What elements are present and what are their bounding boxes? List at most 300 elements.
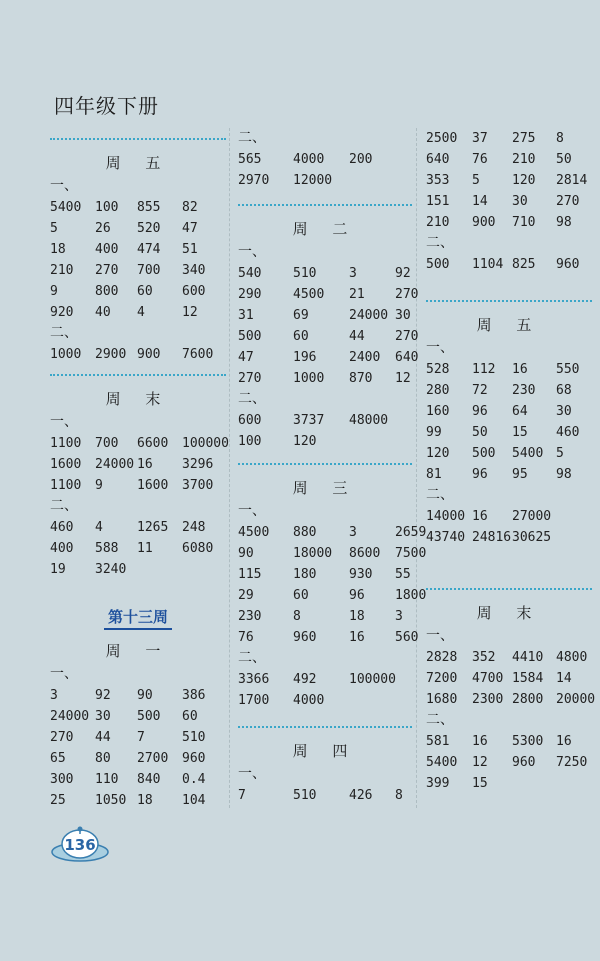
answer-row bbox=[238, 606, 412, 627]
answer-value: 37 bbox=[472, 131, 488, 146]
part-label: 二、 bbox=[426, 487, 454, 503]
answer-value: 90 bbox=[137, 688, 153, 703]
answer-value: 24000 bbox=[95, 457, 135, 472]
answer-row bbox=[238, 785, 412, 806]
answer-value: 340 bbox=[182, 263, 206, 278]
answer-value: 270 bbox=[95, 263, 119, 278]
answer-row bbox=[426, 527, 592, 548]
answer-row bbox=[50, 517, 226, 538]
answer-value: 44 bbox=[95, 730, 111, 745]
answer-row bbox=[50, 790, 226, 811]
answer-value: 5 bbox=[556, 446, 564, 461]
part-label: 二、 bbox=[50, 325, 78, 341]
answer-value: 1600 bbox=[50, 457, 82, 472]
answer-value: 95 bbox=[512, 467, 528, 482]
answer-section bbox=[426, 588, 596, 794]
answer-value: 275 bbox=[512, 131, 536, 146]
answer-value: 120 bbox=[512, 173, 536, 188]
answer-row bbox=[238, 368, 412, 389]
week-heading-text: 第十三周 bbox=[104, 606, 172, 630]
answer-value: 47 bbox=[182, 221, 198, 236]
answer-value bbox=[395, 669, 412, 690]
answer-value: 1600 bbox=[137, 478, 169, 493]
day-heading: 周 末 bbox=[476, 604, 542, 622]
answer-value: 2814 bbox=[556, 173, 588, 188]
answer-value: 1680 bbox=[426, 692, 458, 707]
part-label: 一、 bbox=[50, 414, 78, 430]
answer-value: 960 bbox=[293, 630, 317, 645]
answer-value bbox=[395, 170, 412, 191]
day-heading: 周 三 bbox=[292, 479, 358, 497]
answer-value: 400 bbox=[50, 541, 74, 556]
answer-value: 560 bbox=[395, 630, 419, 645]
answer-value: 2800 bbox=[512, 692, 544, 707]
answer-value: 7250 bbox=[556, 755, 588, 770]
answer-row bbox=[426, 191, 592, 212]
column-divider bbox=[416, 128, 417, 808]
answer-value: 270 bbox=[50, 730, 74, 745]
answer-value: 19 bbox=[50, 562, 66, 577]
answer-value: 520 bbox=[137, 221, 161, 236]
answer-row bbox=[426, 128, 592, 149]
answer-value: 25 bbox=[50, 793, 66, 808]
answer-value: 29 bbox=[238, 588, 254, 603]
answer-value: 4000 bbox=[293, 152, 325, 167]
answer-value: 2900 bbox=[95, 347, 127, 362]
answer-value: 3240 bbox=[95, 562, 127, 577]
answer-value: 5400 bbox=[50, 200, 82, 215]
answer-value: 7600 bbox=[182, 347, 214, 362]
part-label: 二、 bbox=[426, 712, 454, 728]
answer-value: 6080 bbox=[182, 541, 214, 556]
answer-value: 700 bbox=[95, 436, 119, 451]
answer-value: 870 bbox=[349, 371, 373, 386]
answer-value: 399 bbox=[426, 776, 450, 791]
answer-value: 2500 bbox=[426, 131, 458, 146]
answer-value: 800 bbox=[95, 284, 119, 299]
answer-value: 200 bbox=[349, 152, 373, 167]
answer-value: 48000 bbox=[349, 413, 389, 428]
answer-value: 710 bbox=[512, 215, 536, 230]
answer-value: 50 bbox=[556, 152, 572, 167]
answer-value: 460 bbox=[50, 520, 74, 535]
section-separator bbox=[238, 463, 412, 465]
answer-section bbox=[426, 128, 592, 275]
answer-value: 510 bbox=[182, 730, 206, 745]
answer-value: 528 bbox=[426, 362, 450, 377]
section-separator bbox=[426, 588, 592, 590]
answer-row bbox=[238, 431, 412, 452]
answer-value: 2828 bbox=[426, 650, 458, 665]
answer-section bbox=[238, 204, 419, 452]
answer-value: 5 bbox=[472, 173, 480, 188]
answer-row bbox=[426, 443, 592, 464]
part-label: 一、 bbox=[50, 666, 78, 682]
answer-value: 8 bbox=[556, 131, 564, 146]
answer-row bbox=[426, 149, 592, 170]
answer-value: 426 bbox=[349, 788, 373, 803]
answer-value: 12 bbox=[395, 371, 411, 386]
answer-value: 1100 bbox=[50, 478, 82, 493]
answer-row bbox=[238, 410, 412, 431]
answer-value: 9 bbox=[50, 284, 58, 299]
answer-value: 65 bbox=[50, 751, 66, 766]
answer-value: 4410 bbox=[512, 650, 544, 665]
answer-value: 96 bbox=[349, 588, 365, 603]
answer-value: 16 bbox=[472, 509, 488, 524]
answer-value: 210 bbox=[50, 263, 74, 278]
answer-row bbox=[426, 689, 596, 710]
answer-row bbox=[50, 685, 226, 706]
answer-section bbox=[238, 463, 427, 711]
answer-value bbox=[349, 170, 395, 191]
answer-value: 96 bbox=[472, 467, 488, 482]
answer-value: 581 bbox=[426, 734, 450, 749]
answer-value: 5400 bbox=[512, 446, 544, 461]
answer-value bbox=[182, 559, 226, 580]
answer-row bbox=[238, 149, 412, 170]
answer-value: 300 bbox=[50, 772, 74, 787]
answer-value: 180 bbox=[293, 567, 317, 582]
answer-value: 12 bbox=[472, 755, 488, 770]
answer-value: 16 bbox=[349, 630, 365, 645]
part-label: 二、 bbox=[426, 235, 454, 251]
answer-row bbox=[50, 748, 226, 769]
answer-value: 3 bbox=[349, 266, 357, 281]
answer-row bbox=[426, 170, 592, 191]
answer-row bbox=[426, 422, 592, 443]
answer-value: 1700 bbox=[238, 693, 270, 708]
answer-value bbox=[556, 527, 592, 548]
answer-value: 900 bbox=[137, 347, 161, 362]
answer-value: 5300 bbox=[512, 734, 544, 749]
answer-value bbox=[395, 431, 412, 452]
answer-value: 69 bbox=[293, 308, 309, 323]
answer-value: 160 bbox=[426, 404, 450, 419]
answer-value: 2300 bbox=[472, 692, 504, 707]
answer-value: 3366 bbox=[238, 672, 270, 687]
day-heading: 周 五 bbox=[476, 316, 542, 334]
answer-value: 8 bbox=[395, 788, 403, 803]
answer-row bbox=[238, 284, 419, 305]
answer-value: 31 bbox=[238, 308, 254, 323]
answer-value: 565 bbox=[238, 152, 262, 167]
answer-value: 51 bbox=[182, 242, 198, 257]
answer-row bbox=[426, 773, 592, 794]
answer-row bbox=[426, 647, 592, 668]
answer-value: 4500 bbox=[293, 287, 325, 302]
answer-value bbox=[395, 149, 412, 170]
answer-section bbox=[50, 606, 226, 811]
answer-value: 18 bbox=[349, 609, 365, 624]
answer-value: 44 bbox=[349, 329, 365, 344]
answer-value: 1000 bbox=[293, 371, 325, 386]
answer-value: 386 bbox=[182, 688, 206, 703]
answer-value bbox=[395, 690, 412, 711]
section-separator bbox=[238, 726, 412, 728]
answer-value: 64 bbox=[512, 404, 528, 419]
answer-value: 26 bbox=[95, 221, 111, 236]
answer-value: 96 bbox=[472, 404, 488, 419]
answer-row bbox=[50, 433, 229, 454]
answer-value: 7 bbox=[238, 788, 246, 803]
answer-row bbox=[238, 305, 412, 326]
answer-value: 460 bbox=[556, 425, 580, 440]
answer-value: 80 bbox=[95, 751, 111, 766]
answer-value: 474 bbox=[137, 242, 161, 257]
answer-row bbox=[426, 506, 592, 527]
answer-value: 90 bbox=[238, 546, 254, 561]
answer-value: 1100 bbox=[50, 436, 82, 451]
day-heading: 周 二 bbox=[292, 220, 358, 238]
answer-value: 98 bbox=[556, 467, 572, 482]
answer-row bbox=[50, 706, 226, 727]
answer-value: 2659 bbox=[395, 525, 427, 540]
answer-value: 4800 bbox=[556, 650, 588, 665]
answer-value: 270 bbox=[395, 329, 419, 344]
answer-row bbox=[50, 769, 226, 790]
answer-section bbox=[50, 138, 226, 365]
answer-value: 270 bbox=[238, 371, 262, 386]
answer-value: 76 bbox=[472, 152, 488, 167]
answer-column-2 bbox=[238, 0, 427, 900]
answer-value: 500 bbox=[472, 446, 496, 461]
answer-value: 2700 bbox=[137, 751, 169, 766]
page-number-badge bbox=[50, 826, 110, 866]
answer-value: 1800 bbox=[395, 588, 427, 603]
answer-value: 18 bbox=[50, 242, 66, 257]
answer-value: 40 bbox=[95, 305, 111, 320]
answer-value: 24816 bbox=[472, 530, 512, 545]
answer-value: 112 bbox=[472, 362, 496, 377]
answer-value: 550 bbox=[556, 362, 580, 377]
answer-value: 2970 bbox=[238, 173, 270, 188]
page-title: 四年级下册 bbox=[54, 94, 159, 118]
answer-value: 230 bbox=[238, 609, 262, 624]
answer-row bbox=[238, 690, 412, 711]
answer-value: 5400 bbox=[426, 755, 458, 770]
answer-value: 8600 bbox=[349, 546, 381, 561]
answer-value: 30 bbox=[556, 404, 572, 419]
part-label: 二、 bbox=[238, 650, 266, 666]
answer-row bbox=[426, 401, 592, 422]
answer-value: 115 bbox=[238, 567, 262, 582]
answer-row bbox=[238, 347, 419, 368]
answer-value: 151 bbox=[426, 194, 450, 209]
answer-value: 5 bbox=[50, 221, 58, 236]
part-label: 二、 bbox=[238, 391, 266, 407]
part-label: 一、 bbox=[426, 628, 454, 644]
page-number: 136 bbox=[64, 836, 96, 854]
section-separator bbox=[50, 138, 226, 140]
answer-value: 92 bbox=[395, 266, 411, 281]
answer-value: 2400 bbox=[349, 350, 381, 365]
answer-row bbox=[238, 170, 412, 191]
answer-value: 15 bbox=[472, 776, 488, 791]
answer-value: 540 bbox=[238, 266, 262, 281]
answer-row bbox=[238, 522, 427, 543]
answer-value: 353 bbox=[426, 173, 450, 188]
answer-value: 4500 bbox=[238, 525, 270, 540]
section-separator bbox=[426, 300, 592, 302]
answer-row bbox=[50, 727, 226, 748]
answer-value: 100000 bbox=[349, 672, 396, 687]
answer-value: 492 bbox=[293, 672, 317, 687]
answer-value: 500 bbox=[426, 257, 450, 272]
answer-value: 588 bbox=[95, 541, 119, 556]
answer-value: 290 bbox=[238, 287, 262, 302]
answer-value: 230 bbox=[512, 383, 536, 398]
answer-value: 120 bbox=[426, 446, 450, 461]
answer-value: 1050 bbox=[95, 793, 127, 808]
answer-row bbox=[238, 543, 427, 564]
answer-value: 15 bbox=[512, 425, 528, 440]
answer-value: 81 bbox=[426, 467, 442, 482]
answer-row bbox=[426, 380, 592, 401]
answer-value: 55 bbox=[395, 567, 411, 582]
answer-section bbox=[238, 726, 412, 806]
answer-value bbox=[556, 773, 592, 794]
answer-column-3 bbox=[426, 0, 596, 900]
answer-value: 210 bbox=[512, 152, 536, 167]
answer-value: 16 bbox=[137, 457, 153, 472]
answer-value: 960 bbox=[556, 257, 580, 272]
answer-value: 47 bbox=[238, 350, 254, 365]
answer-value: 11 bbox=[137, 541, 153, 556]
week-heading bbox=[50, 606, 226, 630]
part-label: 二、 bbox=[50, 498, 78, 514]
answer-value: 9 bbox=[95, 478, 103, 493]
answer-value: 3 bbox=[395, 609, 403, 624]
answer-value: 7 bbox=[137, 730, 145, 745]
answer-value: 92 bbox=[95, 688, 111, 703]
answer-value: 27000 bbox=[512, 509, 552, 524]
answer-value: 16 bbox=[512, 362, 528, 377]
answer-row bbox=[238, 326, 419, 347]
answer-row bbox=[50, 302, 226, 323]
answer-value: 7200 bbox=[426, 671, 458, 686]
answer-value: 960 bbox=[182, 751, 206, 766]
part-label: 一、 bbox=[238, 766, 266, 782]
answer-row bbox=[50, 218, 226, 239]
answer-row bbox=[426, 359, 592, 380]
answer-row bbox=[238, 627, 419, 648]
answer-value: 30625 bbox=[512, 530, 552, 545]
answer-value: 18000 bbox=[293, 546, 333, 561]
part-label: 一、 bbox=[50, 178, 78, 194]
answer-value bbox=[137, 559, 182, 580]
answer-value: 1104 bbox=[472, 257, 504, 272]
answer-row bbox=[426, 212, 592, 233]
answer-value: 14000 bbox=[426, 509, 466, 524]
answer-row bbox=[238, 669, 412, 690]
answer-value: 3737 bbox=[293, 413, 325, 428]
answer-value: 21 bbox=[349, 287, 365, 302]
answer-value: 1000 bbox=[50, 347, 82, 362]
answer-value: 20000 bbox=[556, 692, 596, 707]
answer-column-1 bbox=[50, 0, 229, 900]
answer-row bbox=[50, 454, 226, 475]
answer-value: 14 bbox=[556, 671, 572, 686]
answer-value: 196 bbox=[293, 350, 317, 365]
answer-value: 510 bbox=[293, 266, 317, 281]
answer-value: 0.4 bbox=[182, 772, 206, 787]
answer-value: 248 bbox=[182, 520, 206, 535]
answer-value: 24000 bbox=[50, 709, 90, 724]
answer-row bbox=[50, 538, 226, 559]
answer-value bbox=[395, 410, 412, 431]
answer-value: 960 bbox=[512, 755, 536, 770]
answer-value: 120 bbox=[293, 434, 317, 449]
day-heading: 周 五 bbox=[105, 154, 171, 172]
part-label: 一、 bbox=[238, 503, 266, 519]
answer-row bbox=[426, 464, 592, 485]
answer-value: 24000 bbox=[349, 308, 389, 323]
answer-value: 16 bbox=[556, 734, 572, 749]
answer-value: 30 bbox=[95, 709, 111, 724]
answer-value: 1584 bbox=[512, 671, 544, 686]
answer-value: 280 bbox=[426, 383, 450, 398]
answer-row bbox=[50, 475, 226, 496]
answer-value: 640 bbox=[426, 152, 450, 167]
answer-value: 700 bbox=[137, 263, 161, 278]
answer-row bbox=[426, 731, 592, 752]
answer-value: 840 bbox=[137, 772, 161, 787]
answer-row bbox=[50, 281, 226, 302]
answer-value: 4000 bbox=[293, 693, 325, 708]
answer-value: 104 bbox=[182, 793, 206, 808]
answer-row bbox=[238, 585, 427, 606]
answer-value: 60 bbox=[293, 588, 309, 603]
answer-value: 500 bbox=[238, 329, 262, 344]
answer-value: 3 bbox=[50, 688, 58, 703]
answer-row bbox=[238, 564, 412, 585]
answer-value bbox=[349, 431, 395, 452]
section-separator bbox=[50, 374, 226, 376]
answer-value bbox=[349, 690, 395, 711]
answer-value: 500 bbox=[137, 709, 161, 724]
answer-value: 72 bbox=[472, 383, 488, 398]
part-label: 一、 bbox=[238, 244, 266, 260]
answer-value: 4700 bbox=[472, 671, 504, 686]
answer-value: 210 bbox=[426, 215, 450, 230]
answer-section bbox=[426, 300, 592, 548]
answer-value: 8 bbox=[293, 609, 301, 624]
answer-value: 510 bbox=[293, 788, 317, 803]
day-heading: 周 一 bbox=[105, 642, 171, 660]
answer-value bbox=[512, 773, 556, 794]
answer-value: 880 bbox=[293, 525, 317, 540]
part-label: 一、 bbox=[426, 340, 454, 356]
answer-value: 640 bbox=[395, 350, 419, 365]
answer-value: 98 bbox=[556, 215, 572, 230]
answer-value bbox=[556, 506, 592, 527]
answer-value: 930 bbox=[349, 567, 373, 582]
answer-row bbox=[50, 239, 226, 260]
answer-value: 100 bbox=[238, 434, 262, 449]
answer-value: 82 bbox=[182, 200, 198, 215]
answer-value: 30 bbox=[395, 308, 411, 323]
answer-value: 4 bbox=[137, 305, 145, 320]
answer-section bbox=[50, 374, 229, 580]
answer-value: 600 bbox=[182, 284, 206, 299]
answer-value: 100000 bbox=[182, 436, 229, 451]
answer-value: 30 bbox=[512, 194, 528, 209]
answer-value: 270 bbox=[556, 194, 580, 209]
answer-value: 12 bbox=[182, 305, 198, 320]
answer-value: 7500 bbox=[395, 546, 427, 561]
answer-value: 18 bbox=[137, 793, 153, 808]
